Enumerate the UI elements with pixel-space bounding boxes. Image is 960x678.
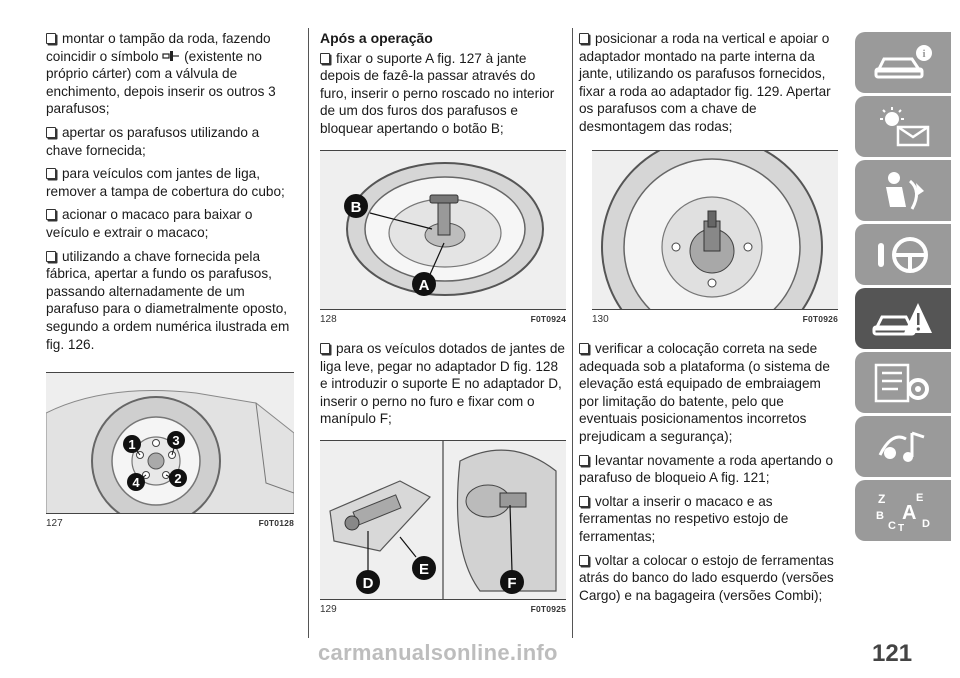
steering-wheel-icon — [872, 233, 934, 277]
step-item: apertar os parafusos utilizando a chave fornecida; — [46, 124, 260, 158]
breakdown-icon — [872, 297, 934, 341]
svg-text:i: i — [922, 47, 926, 60]
step-item: utilizando a chave fornecida pela fábrica, apertar a fundo os parafusos, passando alternadamente de um parafuso para o diametralmente oposto, segundo a ordem numérica ilustrada em fig. 126. — [46, 248, 290, 352]
index-icon — [872, 489, 934, 533]
checkbox-bullet-icon — [579, 343, 589, 354]
checkbox-bullet-icon — [320, 53, 330, 64]
checkbox-bullet-icon — [579, 455, 589, 466]
figure-129 — [320, 440, 566, 615]
figure-caption: 127 F0T0128 — [46, 518, 294, 529]
watermark: carmanualsonline.info — [318, 640, 558, 665]
multimedia-icon — [872, 425, 934, 469]
page-number: 121 — [872, 640, 913, 667]
chapter-tabs — [855, 32, 954, 544]
column-divider — [308, 28, 309, 638]
tab-multimedia[interactable] — [855, 416, 951, 477]
figure-128 — [320, 150, 566, 325]
figure-caption: 128 F0T0924 — [320, 314, 566, 325]
text-column-2 — [320, 30, 566, 144]
checkbox-bullet-icon — [579, 33, 589, 44]
svg-text:A: A — [902, 501, 917, 524]
checkbox-bullet-icon — [46, 127, 56, 138]
step-item: levantar novamente a roda apertando o parafuso de bloqueio A fig. 121; — [579, 452, 834, 486]
svg-text:B: B — [876, 509, 884, 522]
maintenance-icon — [872, 361, 934, 405]
tab-warning-lights[interactable] — [855, 96, 951, 157]
valve-symbol-icon — [162, 50, 180, 62]
svg-text:Z: Z — [878, 491, 886, 506]
text-column-1 — [46, 30, 294, 359]
seat-safety-icon — [872, 169, 934, 213]
step-item: acionar o macaco para baixar o veículo e extrair o macaco; — [46, 207, 253, 240]
tab-safety[interactable] — [855, 160, 951, 221]
section-heading: Após a operação — [320, 30, 433, 46]
column-divider — [572, 28, 573, 638]
fig-label: 1 — [128, 437, 136, 452]
fig-label: E — [418, 561, 430, 578]
step-item: voltar a colocar o estojo de ferramentas atrás do banco do lado esquerdo (versões Cargo) e na bagageira (versões Combi); — [579, 552, 834, 603]
checkbox-bullet-icon — [579, 555, 589, 566]
text-column-3-cont — [579, 340, 841, 610]
fig-label: 3 — [172, 433, 180, 448]
checkbox-bullet-icon — [46, 251, 56, 262]
checkbox-bullet-icon — [46, 209, 56, 220]
figure-image — [592, 150, 838, 310]
tab-car-info[interactable] — [855, 32, 951, 93]
figure-caption: 129 F0T0925 — [320, 604, 566, 615]
fig-label: 2 — [174, 471, 182, 486]
text-column-2-cont — [320, 340, 566, 434]
figure-130 — [592, 150, 838, 325]
fig-label: F — [507, 575, 517, 592]
svg-text:E: E — [916, 491, 924, 504]
tab-driving[interactable] — [855, 224, 951, 285]
step-item: voltar a inserir o macaco e as ferramentas no respetivo estojo de ferramentas; — [579, 493, 789, 544]
car-info-icon — [872, 41, 934, 85]
warning-lights-icon — [872, 105, 934, 149]
text-column-3 — [579, 30, 841, 142]
svg-text:C: C — [888, 519, 896, 532]
tab-maintenance[interactable] — [855, 352, 951, 413]
checkbox-bullet-icon — [579, 496, 589, 507]
step-item: posicionar a roda na vertical e apoiar o adaptador montado na parte interna da jante, utilizando os parafusos fornecidos, fixar a roda ao adaptador fig. 129. Apertar os parafusos com a chave de desmontagem das rodas; — [579, 31, 831, 134]
fig-label: A — [418, 277, 430, 294]
fig-label: B — [350, 199, 362, 216]
checkbox-bullet-icon — [46, 168, 56, 179]
tab-emergency[interactable] — [855, 288, 951, 349]
step-item: montar o tampão da roda, fazendo coincidir o símbolo (existente no próprio cárter) com a válvula de enchimento, depois inserir os outros 3 parafusos; — [46, 31, 276, 117]
tab-index[interactable] — [855, 480, 951, 541]
step-item: para os veículos dotados de jantes de liga leve, pegar no adaptador D fig. 128 e introduzir o suporte E no adaptador D, inserir o perno no furo e fixar com o manípulo F; — [320, 341, 565, 427]
step-item: para veículos com jantes de liga, remover a tampa de cobertura do cubo; — [46, 166, 285, 199]
checkbox-bullet-icon — [46, 33, 56, 44]
fig-label: 4 — [132, 475, 140, 490]
step-item: verificar a colocação correta na sede adequada sob a plataforma (o sistema de elevação está equipado de embraiagem por limitação do batente, pelo que eventuais posicionamentos incorretos prejudicam a segurança); — [579, 341, 830, 444]
figure-caption: 130 F0T0926 — [592, 314, 838, 325]
checkbox-bullet-icon — [320, 343, 330, 354]
fig-label: D — [362, 575, 374, 592]
figure-127 — [46, 372, 294, 529]
step-item: fixar o suporte A fig. 127 à jante depois de fazê-la passar através do furo, inserir o perno roscado no interior de um dos furos dos parafusos e bloquear apertando o botão B; — [320, 50, 555, 136]
svg-text:T: T — [898, 522, 905, 533]
svg-text:D: D — [922, 517, 930, 530]
